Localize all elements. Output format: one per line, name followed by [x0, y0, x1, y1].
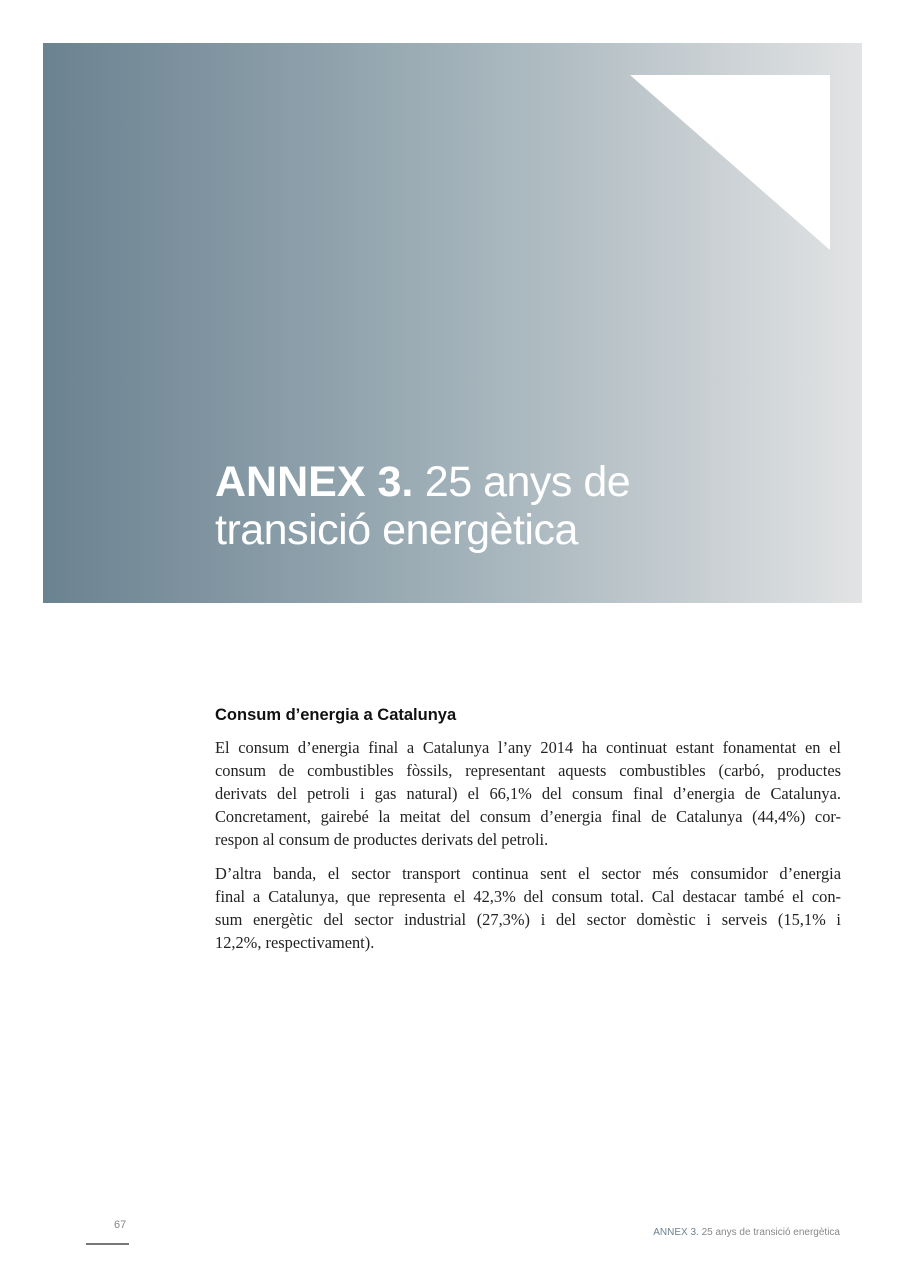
text-line: Concretament, gairebé la meitat del consum d’energia final de Catalunya (44,4%) cor- — [215, 807, 841, 826]
text-line: 12,2%, respectivament). — [215, 933, 375, 952]
section-heading: Consum d’energia a Catalunya — [215, 706, 457, 724]
text-line: respon al consum de productes derivats del petroli. — [215, 830, 549, 849]
running-footer-bold: ANNEX 3. — [653, 1227, 699, 1238]
text-line: D’altra banda, el sector transport continua sent el sector més consumidor d’energia — [215, 864, 841, 883]
chapter-title — [215, 458, 630, 554]
chapter-number: ANNEX 3. — [215, 458, 414, 506]
text-line: final a Catalunya, que representa el 42,3% del consum total. Cal destacar també el con- — [215, 887, 841, 906]
text-line: consum de combustibles fòssils, representant aquests combustibles (carbó, productes — [215, 761, 841, 780]
running-footer — [653, 1227, 840, 1238]
page-number-rule — [86, 1243, 129, 1245]
running-footer-title: 25 anys de transició energètica — [701, 1227, 840, 1238]
paragraph-2 — [215, 862, 841, 954]
text-line: sum energètic del sector industrial (27,3%) i del sector domèstic i serveis (15,1% i — [215, 910, 841, 929]
page-number: 67 — [114, 1219, 127, 1231]
text-line: El consum d’energia final a Catalunya l’any 2014 ha continuat estant fonamentat en el — [215, 738, 841, 757]
chapter-title-line2: transició energètica — [215, 506, 578, 554]
chapter-title-line1: 25 anys de — [424, 458, 631, 506]
section-content — [215, 704, 841, 965]
text-line: derivats del petroli i gas natural) el 66,1% del consum final d’energia de Catalunya. — [215, 784, 841, 803]
paragraph-1 — [215, 736, 841, 851]
